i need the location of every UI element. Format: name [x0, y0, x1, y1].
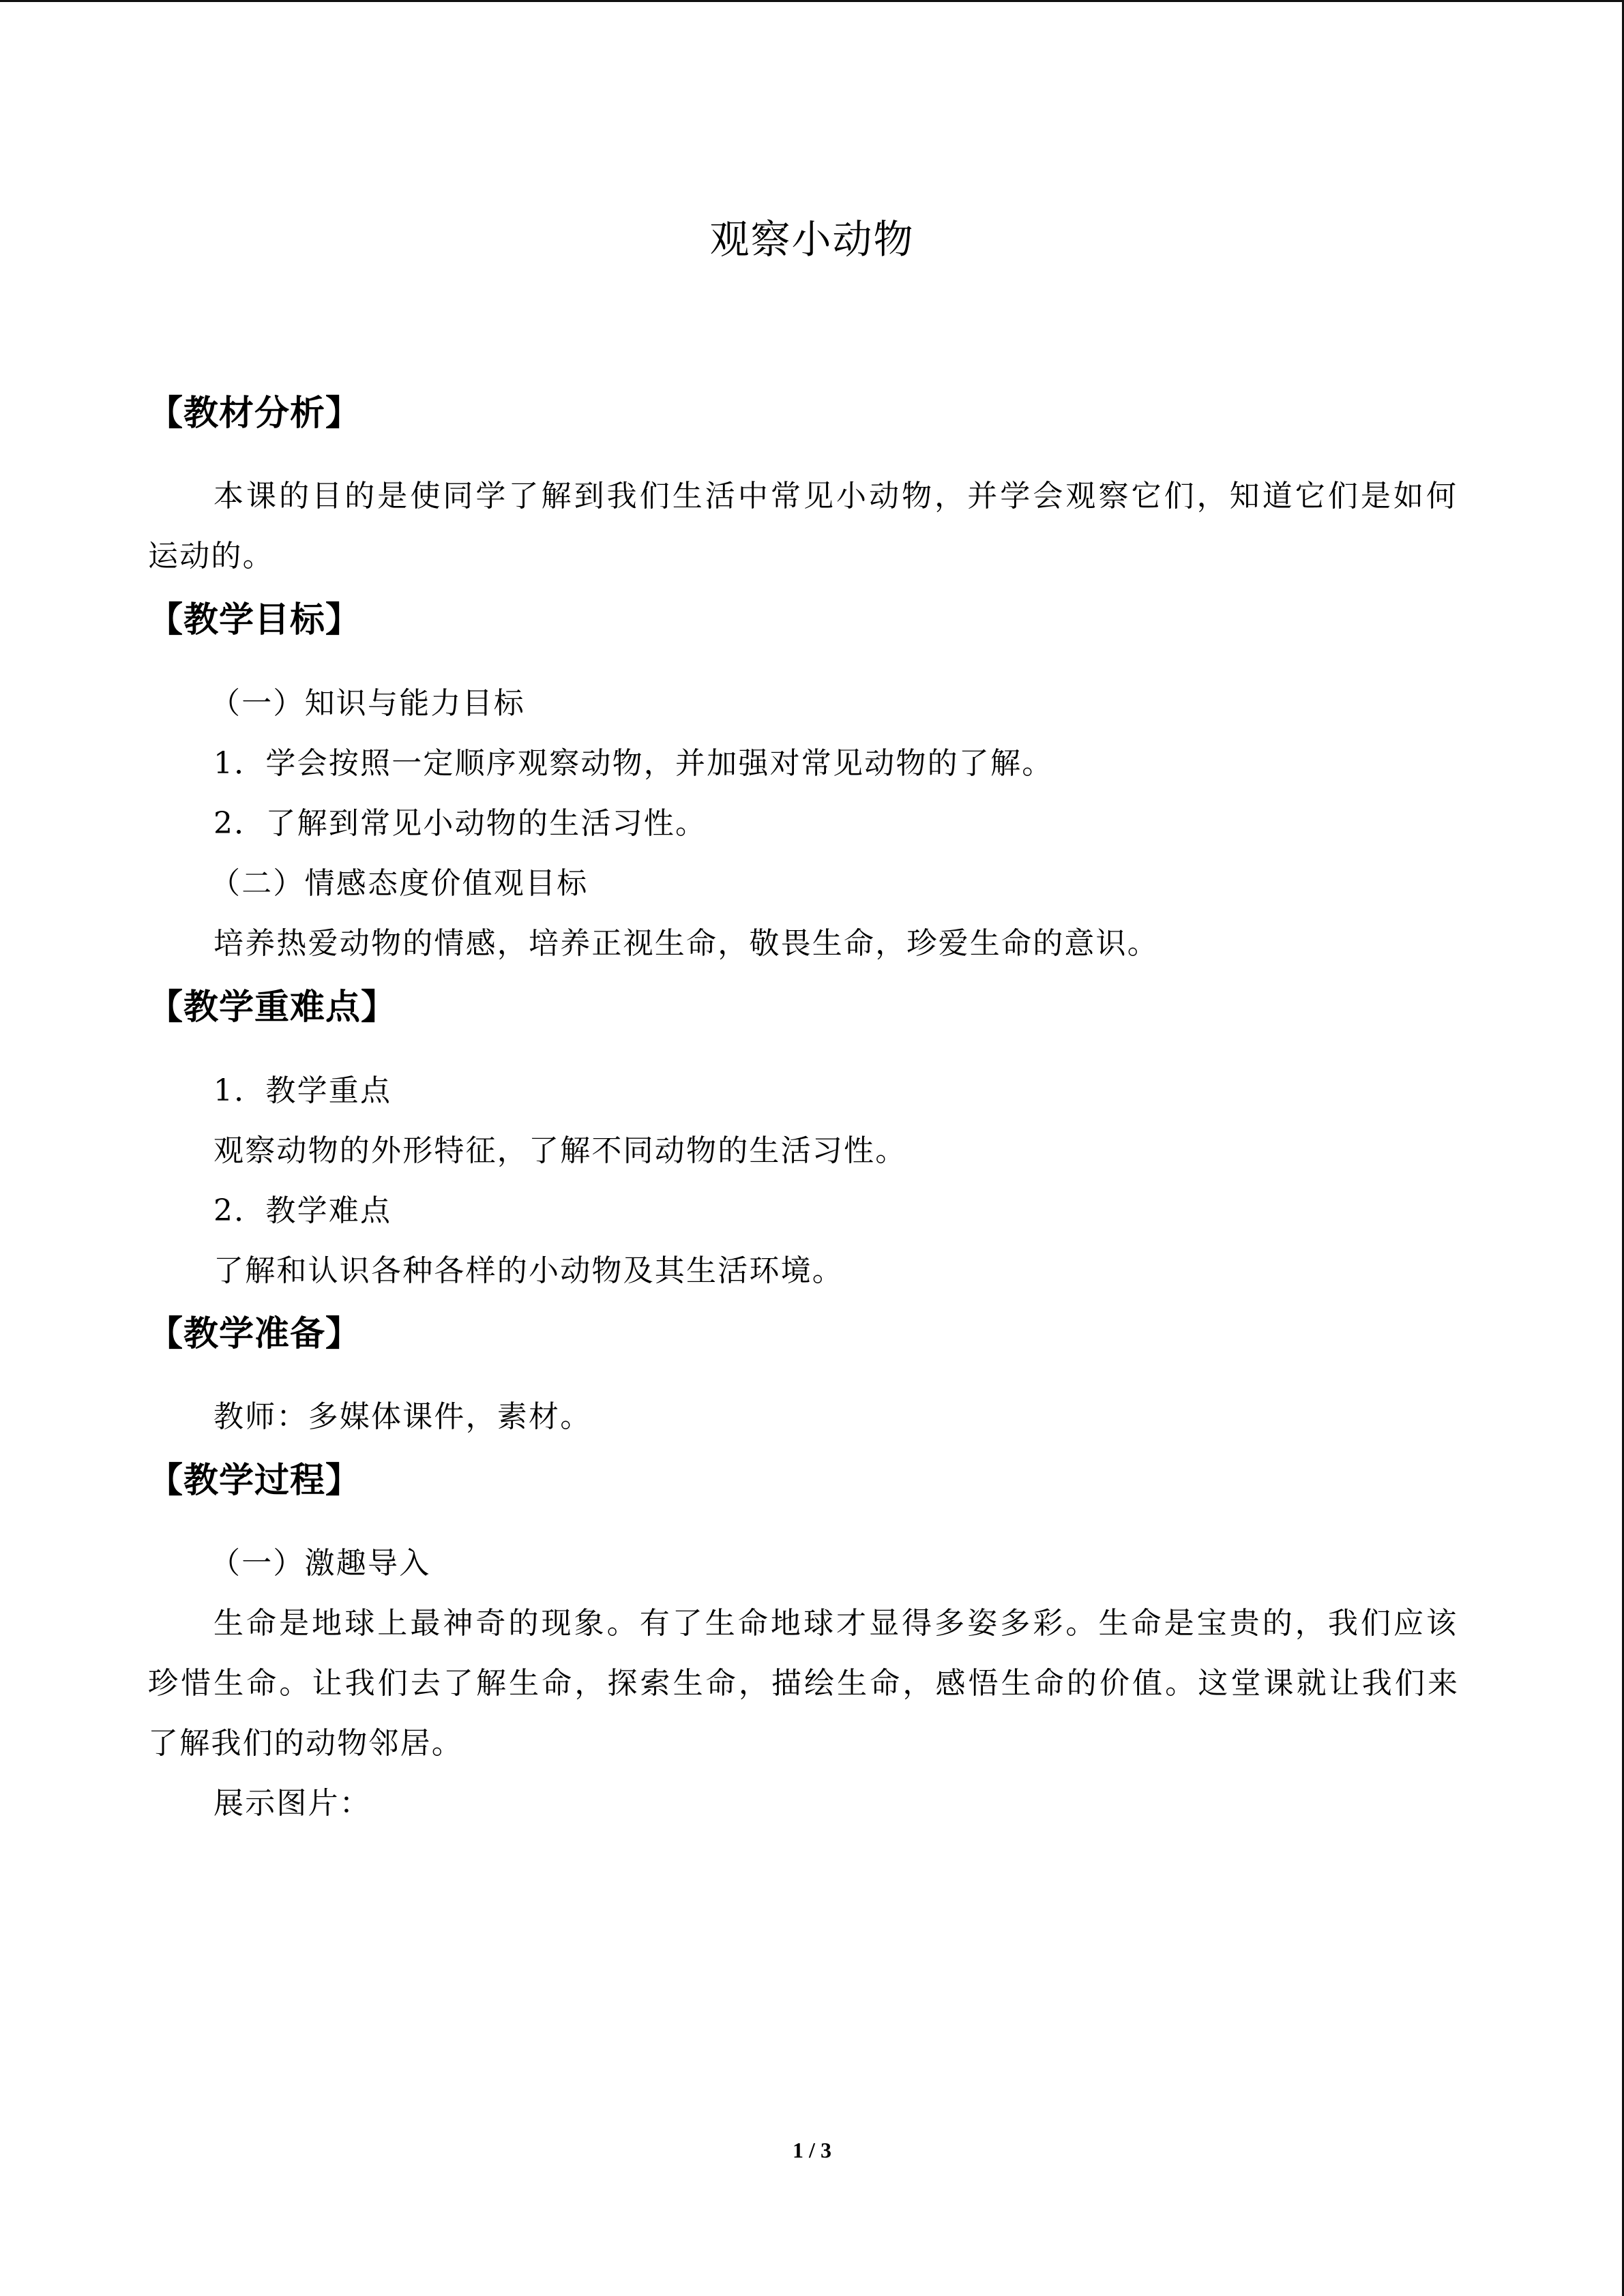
paragraph-line: 珍惜生命。让我们去了解生命，探索生命，描绘生命，感悟生命的价值。这堂课就让我们来 [148, 1666, 1458, 1701]
subheading-emotion-values: （二）情感态度价值观目标 [210, 866, 589, 901]
show-pictures-label: 展示图片： [213, 1786, 371, 1821]
subheading-knowledge-ability: （一）知识与能力目标 [210, 686, 525, 721]
subheading-introduction: （一）激趣导入 [210, 1546, 431, 1581]
section-heading-teaching-objectives: 【教学目标】 [148, 600, 361, 640]
section-heading-teaching-process: 【教学过程】 [148, 1461, 361, 1501]
list-item: 了解和认识各种各样的小动物及其生活环境。 [213, 1253, 844, 1288]
list-item: 观察动物的外形特征，了解不同动物的生活习性。 [213, 1133, 907, 1168]
section-heading-key-difficult-points: 【教学重难点】 [148, 987, 397, 1028]
list-item: 1．教学重点 [213, 1073, 392, 1108]
section-heading-preparation: 【教学准备】 [148, 1314, 361, 1354]
list-item: 2．了解到常见小动物的生活习性。 [213, 806, 707, 841]
paragraph-line: 本课的目的是使同学了解到我们生活中常见小动物，并学会观察它们，知道它们是如何 [213, 479, 1456, 513]
document-title: 观察小动物 [709, 216, 915, 263]
section-heading-material-analysis: 【教材分析】 [148, 393, 361, 434]
paragraph-line: 生命是地球上最神奇的现象。有了生命地球才显得多姿多彩。生命是宝贵的，我们应该 [213, 1606, 1456, 1641]
list-item: 2．教学难点 [213, 1193, 392, 1228]
paragraph-line: 了解我们的动物邻居。 [148, 1726, 463, 1761]
list-item: 教师：多媒体课件，素材。 [213, 1399, 592, 1434]
list-item: 培养热爱动物的情感，培养正视生命，敬畏生命，珍爱生命的意识。 [213, 926, 1159, 961]
page-number: 1 / 3 [793, 2138, 831, 2162]
list-item: 1．学会按照一定顺序观察动物，并加强对常见动物的了解。 [213, 746, 1054, 781]
paragraph-line: 运动的。 [148, 539, 274, 573]
